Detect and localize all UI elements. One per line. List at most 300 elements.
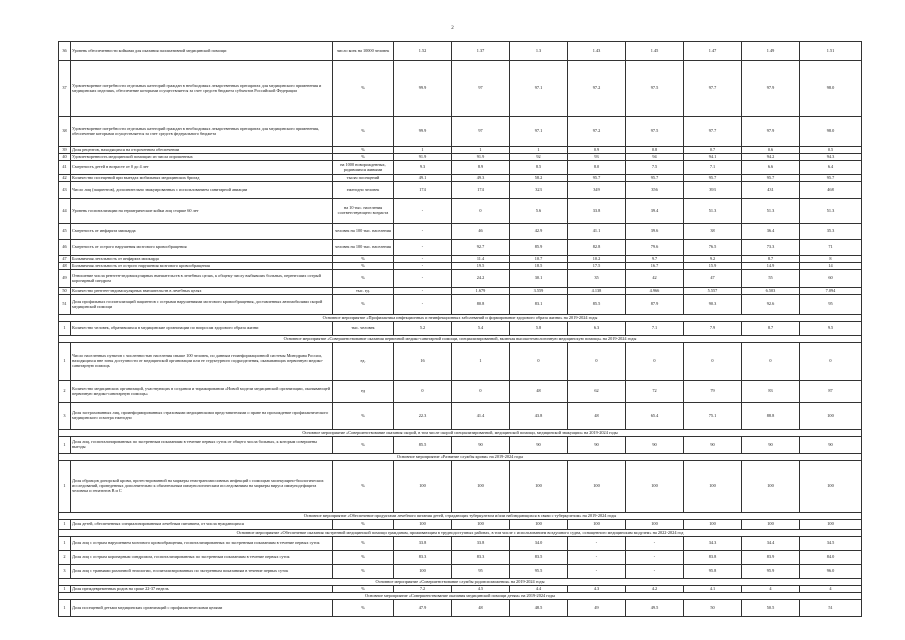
value-cell: 5.4 — [452, 322, 510, 336]
value-cell: 33.8 — [394, 537, 452, 551]
value-cell: 90 — [684, 437, 742, 454]
value-cell: 323 — [510, 182, 568, 199]
value-cell: 9.2 — [684, 256, 742, 263]
value-cell: 97.2 — [568, 61, 626, 117]
value-cell: 84.0 — [800, 551, 862, 565]
section-header-row — [59, 530, 862, 537]
table-row — [59, 403, 862, 430]
table-row — [59, 224, 862, 240]
row-number: 1 — [59, 537, 71, 551]
value-cell: 0.9 — [568, 147, 626, 154]
value-cell: 91.9 — [452, 154, 510, 161]
value-cell: 356 — [626, 182, 684, 199]
value-cell: 41.4 — [452, 403, 510, 430]
indicator-name: Доля детей, обеспеченных специализированным лечебным питанием, от числа нуждающихся — [71, 520, 333, 530]
value-cell: 94.2 — [742, 154, 800, 161]
value-cell: 83.1 — [510, 295, 568, 315]
indicator-name: Удовлетворение потребности отдельных категорий граждан в необходимых лекарственных препаратах для медицинского применения, обеспечение которыми осуществляется за счет средств федерального бюджета — [71, 117, 333, 147]
value-cell: 393 — [684, 182, 742, 199]
value-cell: 50 — [684, 600, 742, 617]
indicator-name: Удовлетворенность медицинской помощью из числа опрошенных — [71, 154, 333, 161]
value-cell: 50.5 — [742, 600, 800, 617]
value-cell: 4.138 — [568, 288, 626, 295]
value-cell: 431 — [742, 182, 800, 199]
value-cell: 49.1 — [394, 175, 452, 182]
indicator-name: Удовлетворение потребности отдельных категорий граждан в необходимых лекарственных препаратах для медицинского применения и медицинских изделиях, обеспечение которыми осуществляется за счет средств бюджета субъектов Российской Федерации — [71, 61, 333, 117]
value-cell: 95.8 — [684, 565, 742, 579]
indicator-name: Доля лиц с острым нарушением мозгового кровообращения, госпитализированных по экстренным показаниям в течение первых суток — [71, 537, 333, 551]
value-cell: 58.2 — [510, 175, 568, 182]
row-number: 41 — [59, 161, 71, 175]
value-cell: 22.3 — [394, 403, 452, 430]
unit-cell: % — [333, 147, 394, 154]
value-cell: 468 — [800, 182, 862, 199]
value-cell: 90 — [742, 437, 800, 454]
value-cell: 35 — [568, 270, 626, 288]
table-row — [59, 154, 862, 161]
value-cell: 0.7 — [684, 147, 742, 154]
value-cell: 349 — [568, 182, 626, 199]
unit-cell: % — [333, 403, 394, 430]
value-cell: 92.6 — [742, 295, 800, 315]
table-row — [59, 600, 862, 617]
value-cell: 1.49 — [742, 42, 800, 61]
value-cell: 90 — [626, 437, 684, 454]
value-cell: 97.5 — [626, 61, 684, 117]
value-cell: 14.9 — [742, 263, 800, 270]
value-cell: 1.37 — [452, 42, 510, 61]
row-number: 36 — [59, 42, 71, 61]
table-row — [59, 537, 862, 551]
value-cell: 100 — [800, 461, 862, 513]
value-cell: 51 — [800, 600, 862, 617]
value-cell: 90 — [452, 437, 510, 454]
table-row — [59, 551, 862, 565]
value-cell: 73.3 — [742, 240, 800, 256]
value-cell: 91.9 — [394, 154, 452, 161]
value-cell: 99.9 — [394, 117, 452, 147]
value-cell: 4.1 — [684, 586, 742, 593]
unit-cell: % — [333, 61, 394, 117]
table-row — [59, 61, 862, 117]
row-number: 49 — [59, 270, 71, 288]
indicator-name: Доля посещений детьми медицинских организаций с профилактическими целями — [71, 600, 333, 617]
value-cell: 97.7 — [684, 117, 742, 147]
value-cell: 79 — [684, 381, 742, 403]
section-title: Основное мероприятие «Совершенствование службы родовспоможения» на 2019-2024 годы — [59, 579, 862, 586]
indicator-name: Доля лиц, госпитализированных по экстренным показаниям в течение первых суток от общего числа больных, к которым совершены выезды — [71, 437, 333, 454]
value-cell: 83.8 — [684, 551, 742, 565]
value-cell: 48.5 — [510, 600, 568, 617]
value-cell: 95.7 — [742, 175, 800, 182]
value-cell: 51.3 — [800, 199, 862, 224]
value-cell: 87 — [800, 381, 862, 403]
value-cell: 8.5 — [510, 161, 568, 175]
unit-cell: на 1000 новорожденных, родившихся живыми — [333, 161, 394, 175]
value-cell: 92.7 — [452, 240, 510, 256]
page-number: 2 — [451, 26, 454, 31]
value-cell: 90 — [568, 437, 626, 454]
value-cell: 49.5 — [626, 600, 684, 617]
value-cell: 34.0 — [510, 537, 568, 551]
indicator-name: Доля застрахованных лиц, проинформированных страховыми медицинскими представителями о праве на прохождение профилактического медицинского осмотра ежегодно — [71, 403, 333, 430]
value-cell: 15.9 — [684, 263, 742, 270]
table-row — [59, 520, 862, 530]
value-cell: 100 — [394, 565, 452, 579]
table-row — [59, 586, 862, 593]
value-cell: 90 — [510, 437, 568, 454]
value-cell: 4.3 — [568, 586, 626, 593]
value-cell: - — [626, 551, 684, 565]
value-cell: 17.5 — [568, 263, 626, 270]
unit-cell: тыс. человек — [333, 322, 394, 336]
section-title: Основное мероприятие «Развитие службы крови» на 2019-2024 годы — [59, 454, 862, 461]
section-title: Основное мероприятие «Совершенствование оказания медицинской помощи детям» на 2019-2024 годы — [59, 593, 862, 600]
unit-cell: % — [333, 117, 394, 147]
value-cell: 39.4 — [626, 199, 684, 224]
table-row — [59, 175, 862, 182]
value-cell: 49.3 — [452, 175, 510, 182]
indicator-name: Количество посещений при выездах мобильных медицинских бригад — [71, 175, 333, 182]
value-cell: 97.5 — [626, 117, 684, 147]
value-cell: 99.9 — [394, 61, 452, 117]
indicator-name: Больничная летальность от острого нарушения мозгового кровообращения — [71, 263, 333, 270]
value-cell: 85.5 — [394, 437, 452, 454]
value-cell: 79.6 — [626, 240, 684, 256]
value-cell: 8.0 — [568, 161, 626, 175]
value-cell: 95 — [800, 295, 862, 315]
indicator-name: Отношение числа рентген-эндоваскулярных вмешательств в лечебных целях, к общему числу выбывших больных, перенесших острый коронарный синдром — [71, 270, 333, 288]
value-cell: 46 — [452, 224, 510, 240]
value-cell: - — [568, 565, 626, 579]
value-cell: 30.1 — [510, 270, 568, 288]
indicator-name: Число населенных пунктов с численностью населения свыше 100 человек, по данным геоинформационной системы Минздрава России, находящихся вне зоны доступности от медицинской организации или ее структурного подразделения, оказывающих первичную медико-санитарную помощь — [71, 343, 333, 381]
unit-cell: число коек на 10000 человек — [333, 42, 394, 61]
value-cell: 5.2 — [394, 322, 452, 336]
section-header-row — [59, 336, 862, 343]
row-number: 44 — [59, 199, 71, 224]
row-number: 42 — [59, 175, 71, 182]
value-cell: 95.9 — [742, 565, 800, 579]
value-cell: 33.8 — [452, 537, 510, 551]
row-number: 47 — [59, 256, 71, 263]
row-number: 1 — [59, 322, 71, 336]
row-number: 1 — [59, 520, 71, 530]
value-cell: 100 — [452, 461, 510, 513]
value-cell: 95 — [452, 565, 510, 579]
unit-cell: на 10 тыс. населения соответствующего возраста — [333, 199, 394, 224]
unit-cell: % — [333, 551, 394, 565]
value-cell: 82.8 — [568, 240, 626, 256]
value-cell: 3.559 — [510, 288, 568, 295]
table-row — [59, 256, 862, 263]
value-cell: 8.9 — [452, 161, 510, 175]
value-cell: 1 — [394, 147, 452, 154]
value-cell: 85.5 — [568, 295, 626, 315]
row-number: 1 — [59, 437, 71, 454]
value-cell: 9.5 — [800, 322, 862, 336]
table-row — [59, 322, 862, 336]
unit-cell: % — [333, 437, 394, 454]
value-cell: 95.5 — [510, 565, 568, 579]
value-cell: 100 — [742, 520, 800, 530]
value-cell: 83.3 — [394, 551, 452, 565]
value-cell: 11.4 — [452, 256, 510, 263]
row-number: 1 — [59, 600, 71, 617]
row-number: 38 — [59, 117, 71, 147]
value-cell: 48 — [568, 403, 626, 430]
value-cell: 16.7 — [626, 263, 684, 270]
value-cell: 94.1 — [684, 154, 742, 161]
section-title: Основное мероприятие «Обеспечение оказания экстренной медицинской помощи гражданам, проживающим в труднодоступных районах, в том числе с использованием воздушного судна, оснащенного медицинским модулем» на 2022-2024 год — [59, 530, 862, 537]
value-cell: 42 — [626, 270, 684, 288]
table-row — [59, 343, 862, 381]
value-cell: 97 — [452, 117, 510, 147]
value-cell: 0.8 — [626, 147, 684, 154]
value-cell: 174 — [394, 182, 452, 199]
value-cell: 97.2 — [568, 117, 626, 147]
value-cell: 8.7 — [742, 256, 800, 263]
value-cell: 1 — [510, 147, 568, 154]
unit-cell: ед. — [333, 343, 394, 381]
value-cell: 100 — [800, 403, 862, 430]
value-cell: 100 — [510, 520, 568, 530]
unit-cell: % — [333, 295, 394, 315]
unit-cell: % — [333, 263, 394, 270]
value-cell: 100 — [452, 520, 510, 530]
value-cell: 4.4 — [510, 586, 568, 593]
value-cell: 48 — [452, 600, 510, 617]
unit-cell: % — [333, 154, 394, 161]
value-cell: 0 — [394, 381, 452, 403]
value-cell: 1.47 — [684, 42, 742, 61]
value-cell: 97.9 — [742, 61, 800, 117]
value-cell: - — [568, 551, 626, 565]
row-number: 1 — [59, 461, 71, 513]
indicators-table-container — [58, 41, 861, 617]
table-row — [59, 182, 862, 199]
value-cell: 97.1 — [510, 61, 568, 117]
table-row — [59, 295, 862, 315]
section-header-row — [59, 593, 862, 600]
value-cell: 97 — [452, 61, 510, 117]
table-row — [59, 565, 862, 579]
indicator-name: Уровень обеспеченности койками для оказания паллиативной медицинской помощи — [71, 42, 333, 61]
value-cell: 14 — [800, 263, 862, 270]
value-cell: 100 — [568, 461, 626, 513]
indicator-name: Смертность детей в возрасте от 0 до 4 лет — [71, 161, 333, 175]
unit-cell: тыс. ед. — [333, 288, 394, 295]
table-row — [59, 161, 862, 175]
value-cell: 6.3 — [568, 322, 626, 336]
table-row — [59, 437, 862, 454]
unit-cell: % — [333, 600, 394, 617]
value-cell: 100 — [626, 520, 684, 530]
value-cell: 51.3 — [684, 199, 742, 224]
value-cell: 8 — [800, 256, 862, 263]
value-cell: 1.679 — [452, 288, 510, 295]
value-cell: 1.45 — [626, 42, 684, 61]
indicator-name: Доля преждевременных родов на сроке 22-37 недель — [71, 586, 333, 593]
unit-cell: ежегодно человек — [333, 182, 394, 199]
value-cell: 83.9 — [742, 551, 800, 565]
value-cell: 1.43 — [568, 42, 626, 61]
value-cell: 100 — [510, 461, 568, 513]
indicator-name: Доля профильных госпитализаций пациентов с острыми нарушениями мозгового кровообращения, доставленных автомобилями скорой медицинской помощи — [71, 295, 333, 315]
value-cell: 62 — [568, 381, 626, 403]
value-cell: 8.7 — [742, 322, 800, 336]
value-cell: 34.5 — [800, 537, 862, 551]
section-header-row — [59, 454, 862, 461]
row-number: 50 — [59, 288, 71, 295]
indicator-name: Уровень госпитализации на гериатрические койки лиц старше 60 лет — [71, 199, 333, 224]
value-cell: 100 — [742, 461, 800, 513]
value-cell: 7.2 — [394, 586, 452, 593]
table-row — [59, 461, 862, 513]
section-header-row — [59, 430, 862, 437]
unit-cell: % — [333, 256, 394, 263]
row-number: 48 — [59, 263, 71, 270]
value-cell: 90 — [800, 437, 862, 454]
section-title: Основное мероприятие «Совершенствование оказания скорой, в том числе скорой специализированной, медицинской помощи, медицинской эвакуации» на 2019-2024 годы — [59, 430, 862, 437]
value-cell: 100 — [684, 520, 742, 530]
value-cell: 0 — [684, 343, 742, 381]
indicator-name: Число лиц (пациентов), дополнительно эвакуированных с использованием санитарной авиации — [71, 182, 333, 199]
row-number: 37 — [59, 61, 71, 117]
value-cell: - — [394, 224, 452, 240]
unit-cell: % — [333, 270, 394, 288]
value-cell: - — [394, 295, 452, 315]
value-cell: 5.6 — [510, 199, 568, 224]
row-number: 1 — [59, 586, 71, 593]
value-cell: 4 — [742, 586, 800, 593]
value-cell: 10.7 — [510, 256, 568, 263]
value-cell: 100 — [394, 461, 452, 513]
value-cell: 47 — [684, 270, 742, 288]
unit-cell: человек на 100 тыс. населения — [333, 224, 394, 240]
value-cell: 0 — [626, 343, 684, 381]
value-cell: 75.1 — [684, 403, 742, 430]
value-cell: 9.7 — [626, 256, 684, 263]
value-cell: 83.3 — [452, 551, 510, 565]
value-cell: 100 — [626, 461, 684, 513]
value-cell: 97.1 — [510, 117, 568, 147]
value-cell: 18.5 — [510, 263, 568, 270]
indicator-name: Смертность от острого нарушения мозгового кровообращения — [71, 240, 333, 256]
value-cell: 97.7 — [684, 61, 742, 117]
table-row — [59, 288, 862, 295]
value-cell: 71 — [800, 240, 862, 256]
row-number: 2 — [59, 381, 71, 403]
unit-cell: ед — [333, 381, 394, 403]
indicator-name: Смертность от инфаркта миокарда — [71, 224, 333, 240]
indicator-name: Больничная летальность от инфаркта миокарда — [71, 256, 333, 263]
row-number: 1 — [59, 343, 71, 381]
value-cell: 4.966 — [626, 288, 684, 295]
unit-cell: % — [333, 586, 394, 593]
value-cell: 100 — [684, 461, 742, 513]
value-cell: 94 — [626, 154, 684, 161]
value-cell: 88.8 — [742, 403, 800, 430]
value-cell: 96.0 — [800, 565, 862, 579]
section-title: Основное мероприятие «Обеспечение продуктами лечебного питания детей, страдающих туберкулезом и/или наблюдающихся в связи с туберкулезом» на 2019-2024 годы — [59, 513, 862, 520]
indicator-name: Доля образцов донорской крови, протестированной на маркеры гемотрансмиссивных инфекций с помощью молекулярно-биологических исследований, проведенных дополнительно к обязательным иммунологическим исследованиям на маркеры вируса иммунодефицита человека и гепатитов В и С — [71, 461, 333, 513]
table-row — [59, 240, 862, 256]
table-row — [59, 42, 862, 61]
value-cell: 1.51 — [800, 42, 862, 61]
value-cell: - — [394, 256, 452, 263]
value-cell: 0 — [452, 381, 510, 403]
value-cell: 83.5 — [510, 551, 568, 565]
value-cell: 60 — [800, 270, 862, 288]
value-cell: 36.4 — [742, 224, 800, 240]
value-cell: 33.8 — [568, 199, 626, 224]
value-cell: 98.0 — [800, 117, 862, 147]
section-title: Основное мероприятие «Совершенствование оказания первичной медико-санитарной помощи, специализированной, включая высокотехнологичную медицинскую помощь» на 2019-2024 годы — [59, 336, 862, 343]
unit-cell: % — [333, 520, 394, 530]
value-cell: 0 — [452, 199, 510, 224]
unit-cell: % — [333, 461, 394, 513]
value-cell: - — [626, 537, 684, 551]
unit-cell: % — [333, 537, 394, 551]
value-cell: 95.7 — [626, 175, 684, 182]
value-cell: 5.8 — [510, 322, 568, 336]
value-cell: 0 — [742, 343, 800, 381]
value-cell: 43.8 — [510, 403, 568, 430]
row-number: 43 — [59, 182, 71, 199]
value-cell: 7.1 — [626, 322, 684, 336]
value-cell: 6.4 — [800, 161, 862, 175]
table-row — [59, 381, 862, 403]
row-number: 39 — [59, 147, 71, 154]
value-cell: 24.2 — [452, 270, 510, 288]
value-cell: 98.0 — [800, 61, 862, 117]
value-cell: 100 — [568, 520, 626, 530]
table-row — [59, 199, 862, 224]
value-cell: 4.5 — [452, 586, 510, 593]
value-cell: 80.8 — [452, 295, 510, 315]
value-cell: 7.094 — [800, 288, 862, 295]
value-cell: 7.1 — [684, 161, 742, 175]
unit-cell: тысяч посещений — [333, 175, 394, 182]
value-cell: 9.3 — [394, 161, 452, 175]
value-cell: 4 — [800, 586, 862, 593]
value-cell: 0.5 — [800, 147, 862, 154]
row-number: 45 — [59, 224, 71, 240]
value-cell: 1.3 — [510, 42, 568, 61]
indicator-name: Доля рецептов, находящихся на отсроченном обеспечении — [71, 147, 333, 154]
value-cell: 1.52 — [394, 42, 452, 61]
value-cell: 1 — [452, 343, 510, 381]
value-cell: 34.3 — [684, 537, 742, 551]
value-cell: - — [394, 240, 452, 256]
value-cell: 100 — [800, 520, 862, 530]
value-cell: 7.5 — [626, 161, 684, 175]
value-cell: 10.2 — [568, 256, 626, 263]
row-number: 2 — [59, 551, 71, 565]
value-cell: 95.7 — [800, 175, 862, 182]
value-cell: 87.9 — [626, 295, 684, 315]
unit-cell: % — [333, 565, 394, 579]
value-cell: 35.3 — [800, 224, 862, 240]
indicator-name: Количество рентген-эндоваскулярных вмешательств в лечебных целях — [71, 288, 333, 295]
value-cell: 19.5 — [452, 263, 510, 270]
value-cell: - — [394, 288, 452, 295]
table-row — [59, 263, 862, 270]
value-cell: 65.4 — [626, 403, 684, 430]
value-cell: 16 — [394, 343, 452, 381]
value-cell: 92 — [510, 154, 568, 161]
